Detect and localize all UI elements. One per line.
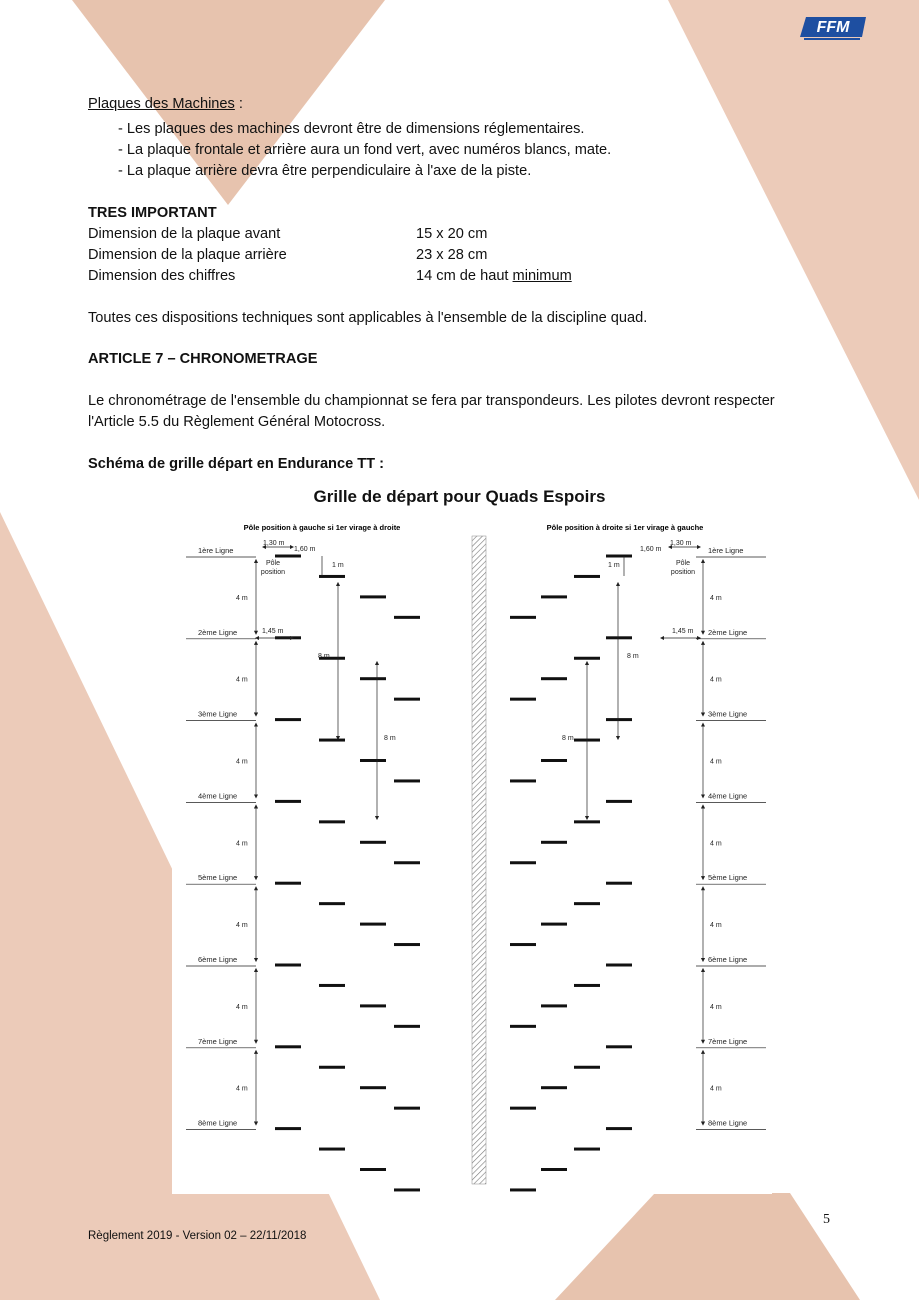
dimension-value-minimum: minimum (512, 268, 572, 284)
left-quad-position (360, 677, 386, 680)
start-grid-diagram (172, 518, 772, 1194)
right-quad-position (510, 1107, 536, 1110)
right-line-label: 4ème Ligne (708, 791, 748, 801)
right-quad-position (606, 555, 632, 558)
left-quad-position (319, 984, 345, 987)
left-quad-position (275, 882, 301, 885)
dimension-label-8m: 8 m (384, 735, 396, 742)
left-quad-position (360, 923, 386, 926)
left-spacing-label: 4 m (236, 758, 248, 766)
left-line-label: 3ème Ligne (198, 709, 238, 719)
left-quad-position (360, 595, 386, 598)
left-quad-position (394, 616, 420, 619)
right-quad-position (606, 1127, 632, 1130)
plaques-heading-text: Plaques des Machines (88, 96, 235, 112)
left-quad-position (360, 1004, 386, 1007)
left-spacing-label: 4 m (236, 676, 248, 684)
right-quad-position (574, 657, 600, 660)
right-quad-position (510, 943, 536, 946)
right-quad-position (574, 1148, 600, 1151)
left-quad-position (275, 1127, 301, 1130)
footer-text: Règlement 2019 - Version 02 – 22/11/2018 (88, 1230, 307, 1242)
left-spacing-label: 4 m (236, 1085, 248, 1093)
left-quad-position (319, 1148, 345, 1151)
left-line-label: 1ère Ligne (198, 546, 234, 555)
left-quad-position (275, 718, 301, 721)
right-quad-position (510, 1025, 536, 1028)
left-line-label: 6ème Ligne (198, 955, 238, 964)
dimension-label-1m: 1 m (608, 562, 620, 569)
right-spacing-label: 4 m (710, 758, 722, 766)
right-spacing-label: 4 m (710, 1003, 722, 1011)
right-quad-position (541, 923, 567, 926)
right-quad-position (574, 575, 600, 578)
dimension-label-145: 1,45 m (262, 628, 284, 635)
dimension-label-8m: 8 m (562, 735, 574, 742)
ffm-logo (800, 15, 866, 41)
article7-paragraph-line: Le chronométrage de l'ensemble du championnat se fera par transpondeurs. Les pilotes devront respecter (88, 393, 775, 409)
left-quad-position (319, 820, 345, 823)
plaques-heading-colon: : (234, 96, 243, 112)
right-quad-position (541, 841, 567, 844)
right-quad-position (510, 616, 536, 619)
pole-label: position (670, 569, 696, 576)
left-quad-position (275, 555, 301, 558)
left-line-label: 4ème Ligne (198, 791, 238, 801)
dimension-label: Dimension de la plaque avant (88, 226, 281, 242)
page-number: 5 (823, 1212, 830, 1227)
left-quad-position (319, 575, 345, 578)
plaques-item: - La plaque frontale et arrière aura un fond vert, avec numéros blancs, mate. (118, 142, 612, 158)
left-quad-position (275, 1045, 301, 1048)
right-quad-position (606, 718, 632, 721)
left-quad-position (394, 1188, 420, 1191)
important-heading: TRES IMPORTANT (88, 205, 217, 221)
left-quad-position (275, 800, 301, 803)
right-quad-position (510, 698, 536, 701)
left-quad-position (360, 1168, 386, 1171)
dimension-value-text: 14 cm de haut (416, 268, 513, 284)
dimension-label-130: 1,30 m (670, 540, 692, 547)
right-line-label: 5ème Ligne (708, 873, 748, 883)
dimension-label-130: 1,30 m (263, 540, 285, 547)
right-line-label: 2ème Ligne (708, 627, 748, 637)
left-quad-position (394, 861, 420, 864)
right-quad-position (541, 1168, 567, 1171)
left-spacing-label: 4 m (236, 840, 248, 848)
left-header: Pôle position à gauche si 1er virage à droite (243, 523, 401, 532)
right-spacing-label: 4 m (710, 922, 722, 930)
left-quad-position (394, 698, 420, 701)
left-quad-position (275, 964, 301, 967)
right-quad-position (541, 1086, 567, 1089)
left-line-label: 8ème Ligne (198, 1118, 238, 1128)
left-spacing-label: 4 m (236, 922, 248, 930)
left-quad-position (360, 1086, 386, 1089)
right-spacing-label: 4 m (710, 676, 722, 684)
right-spacing-label: 4 m (710, 840, 722, 848)
right-header: Pôle position à droite si 1er virage à gauche (546, 523, 704, 532)
left-quad-position (319, 902, 345, 905)
dimension-label-160: 1,60 m (640, 546, 662, 553)
dimension-label-1m: 1 m (332, 562, 344, 569)
right-line-label: 1ère Ligne (708, 546, 744, 555)
diagram-title: Grille de départ pour Quads Espoirs (313, 487, 606, 506)
left-line-label: 2ème Ligne (198, 627, 238, 637)
left-quad-position (360, 759, 386, 762)
right-quad-position (606, 1045, 632, 1048)
right-quad-position (510, 1188, 536, 1191)
dimension-label-8m: 8 m (627, 653, 639, 660)
left-line-label: 7ème Ligne (198, 1036, 238, 1046)
plaques-item: - La plaque arrière devra être perpendiculaire à l'axe de la piste. (118, 163, 532, 179)
right-line-label: 7ème Ligne (708, 1036, 748, 1046)
right-quad-position (510, 861, 536, 864)
plaques-heading (88, 94, 243, 115)
right-quad-position (574, 902, 600, 905)
right-quad-position (510, 779, 536, 782)
left-quad-position (319, 739, 345, 742)
dimension-label-8m: 8 m (318, 653, 330, 660)
right-quad-position (606, 800, 632, 803)
dispositions-paragraph: Toutes ces dispositions techniques sont applicables à l'ensemble de la discipline quad. (88, 310, 648, 326)
right-spacing-label: 4 m (710, 1085, 722, 1093)
article7-heading: ARTICLE 7 – CHRONOMETRAGE (88, 351, 318, 367)
left-line-label: 5ème Ligne (198, 873, 238, 883)
dimension-label-145: 1,45 m (672, 628, 694, 635)
right-quad-position (541, 595, 567, 598)
plaques-item: - Les plaques des machines devront être de dimensions réglementaires. (118, 121, 585, 137)
pole-label: Pôle (265, 560, 281, 567)
left-quad-position (319, 1066, 345, 1069)
svg-text:FFM: FFM (816, 19, 850, 36)
dimension-value: 23 x 28 cm (416, 247, 488, 263)
dimension-value (416, 266, 572, 287)
right-quad-position (574, 820, 600, 823)
right-line-label: 6ème Ligne (708, 955, 748, 964)
schema-heading: Schéma de grille départ en Endurance TT : (88, 456, 385, 472)
right-spacing-label: 4 m (710, 594, 722, 602)
right-quad-position (574, 984, 600, 987)
right-quad-position (606, 964, 632, 967)
pole-label: Pôle (675, 560, 691, 567)
right-quad-position (606, 636, 632, 639)
left-quad-position (394, 943, 420, 946)
left-quad-position (394, 1025, 420, 1028)
right-quad-position (606, 882, 632, 885)
dimension-value: 15 x 20 cm (416, 226, 488, 242)
dimension-label: Dimension de la plaque arrière (88, 247, 287, 263)
left-quad-position (394, 779, 420, 782)
right-quad-position (541, 1004, 567, 1007)
dimension-label: Dimension des chiffres (88, 268, 236, 284)
right-quad-position (574, 1066, 600, 1069)
left-spacing-label: 4 m (236, 594, 248, 602)
left-spacing-label: 4 m (236, 1003, 248, 1011)
left-quad-position (360, 841, 386, 844)
center-median (472, 536, 486, 1184)
pole-label: position (260, 569, 286, 576)
right-quad-position (541, 759, 567, 762)
dimension-label-160: 1,60 m (294, 546, 316, 553)
article7-paragraph-line: l'Article 5.5 du Règlement Général Motocross. (88, 414, 386, 430)
right-line-label: 8ème Ligne (708, 1118, 748, 1128)
right-quad-position (541, 677, 567, 680)
right-line-label: 3ème Ligne (708, 709, 748, 719)
left-quad-position (394, 1107, 420, 1110)
